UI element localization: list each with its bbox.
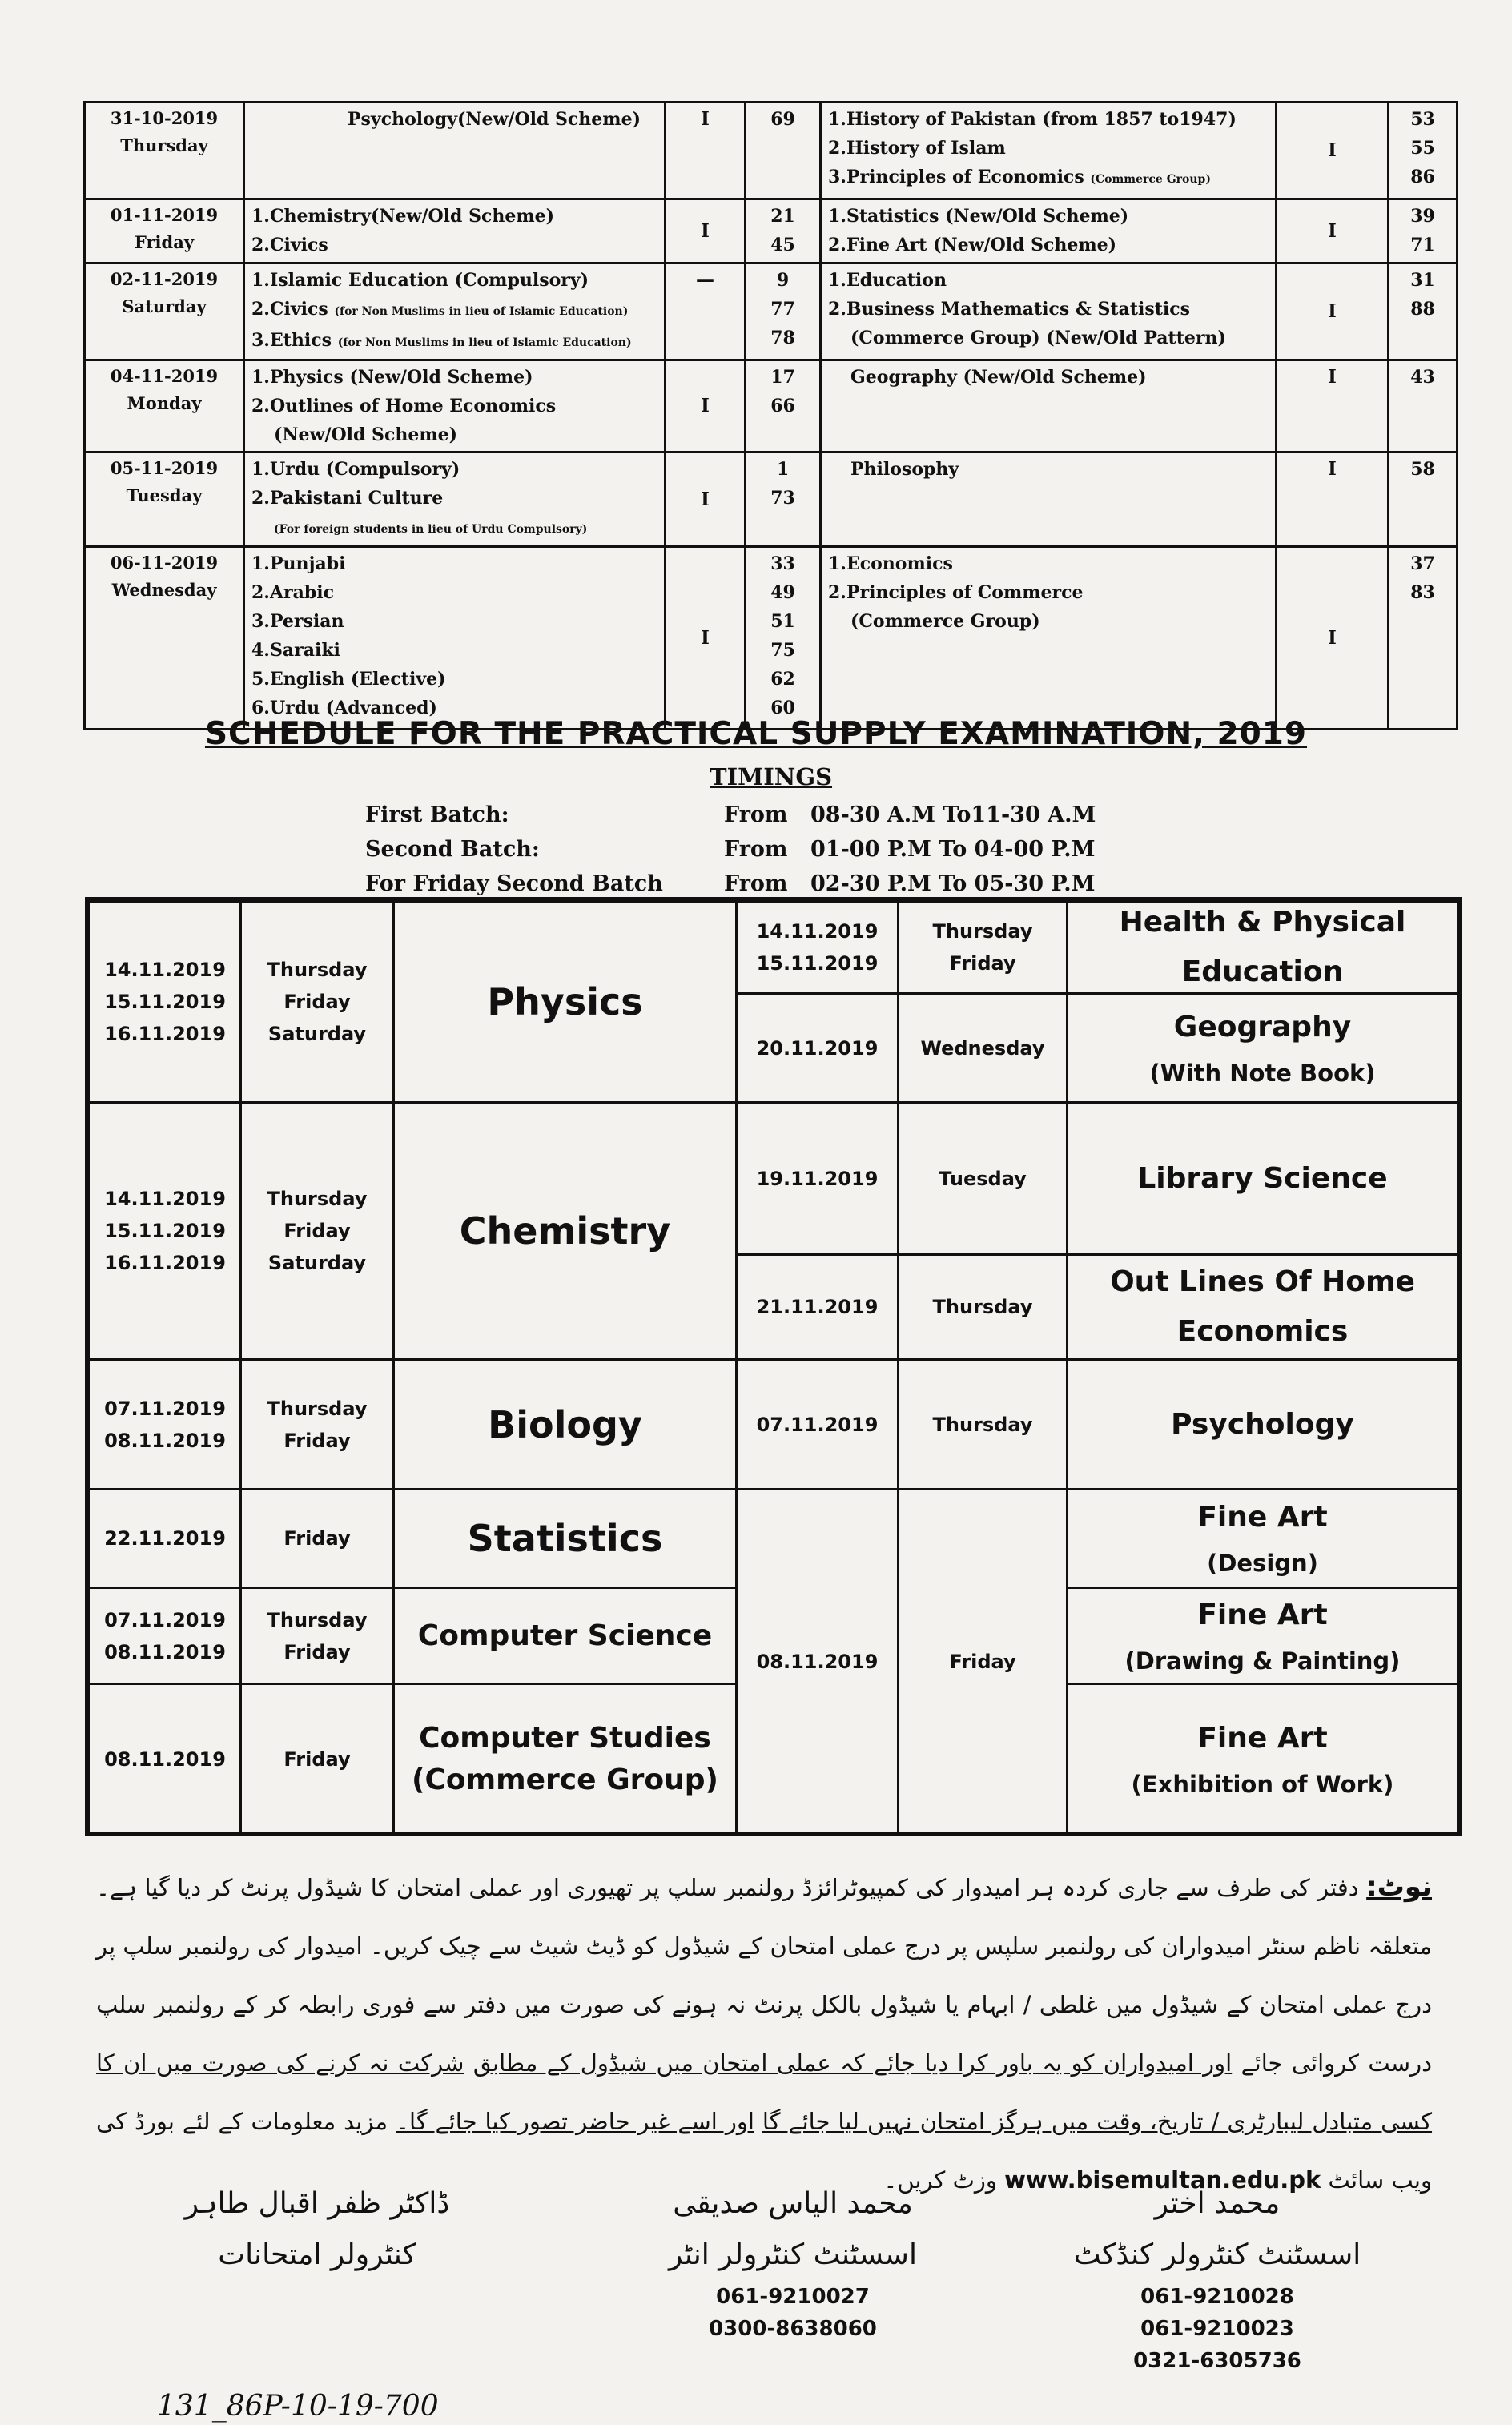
practical-schedule-table (85, 897, 1462, 1836)
practical-subject-cell: Out Lines Of Home Economics (1066, 1253, 1459, 1361)
timing-row: Second Batch: From 01-00 P.M To 04-00 P.M (365, 837, 1096, 862)
practical-subject-cell: Fine Art (Exhibition of Work) (1066, 1683, 1459, 1836)
practical-date-cell: 21.11.2019 (735, 1253, 899, 1361)
practical-subject-cell: Psychology (1066, 1358, 1459, 1490)
practical-subject-cell: Fine Art (Design) (1066, 1488, 1459, 1589)
practical-day-cell: Thursday (897, 1253, 1068, 1361)
practical-date-cell: 20.11.2019 (735, 992, 899, 1104)
practical-date-cell: 14.11.2019 15.11.2019 (735, 900, 899, 995)
practical-subject-cell: Physics (392, 900, 738, 1104)
timings-heading: TIMINGS (710, 763, 833, 790)
practical-date-cell: 22.11.2019 (88, 1488, 242, 1589)
practical-date-cell: 07.11.2019 08.11.2019 (88, 1358, 242, 1490)
practical-subject-cell: Geography (With Note Book) (1066, 992, 1459, 1104)
theory-row: 06-11-2019 Wednesday 1.Punjabi 2.Arabic 3.Persian 4.Saraiki 5.English (Elective) 6.Urdu (Advanced) I 33 49 51 75 62 60 1.Economics 2.Principles of Commerce (Commerce Group) I 37 83 (85, 547, 1458, 730)
practical-subject-cell: Fine Art (Drawing & Painting) (1066, 1587, 1459, 1685)
practical-date-cell: 08.11.2019 (735, 1488, 899, 1836)
practical-date-cell: 07.11.2019 08.11.2019 (88, 1587, 242, 1685)
practical-day-cell: Thursday Friday (239, 1358, 395, 1490)
practical-subject-cell: Computer Studies (Commerce Group) (392, 1683, 738, 1836)
practical-day-cell: Friday (239, 1488, 395, 1589)
practical-subject-cell: Library Science (1066, 1101, 1459, 1256)
practical-date-cell: 14.11.2019 15.11.2019 16.11.2019 (88, 1101, 242, 1361)
practical-day-cell: Thursday Friday (897, 900, 1068, 995)
practical-date-cell: 08.11.2019 (88, 1683, 242, 1836)
practical-day-cell: Thursday Friday Saturday (239, 900, 395, 1104)
theory-row: 01-11-2019 Friday 1.Chemistry(New/Old Scheme) 2.Civics I 21 45 1.Statistics (New/Old Scheme) 2.Fine Art (New/Old Scheme) I 39 71 (85, 199, 1458, 263)
practical-day-cell: Wednesday (897, 992, 1068, 1104)
practical-day-cell: Friday (897, 1488, 1068, 1836)
practical-subject-cell: Health & Physical Education (1066, 900, 1459, 995)
practical-day-cell: Tuesday (897, 1101, 1068, 1256)
reference-number: 131_86P-10-19-700 (157, 2390, 439, 2423)
website-link[interactable]: www.bisemultan.edu.pk (1004, 2166, 1321, 2194)
theory-row: 04-11-2019 Monday 1.Physics (New/Old Scheme) 2.Outlines of Home Economics (New/Old Scheme) I 17 66 Geography (New/Old Scheme) I 43 (85, 360, 1458, 452)
practical-subject-cell: Biology (392, 1358, 738, 1490)
timing-row: First Batch: From 08-30 A.M To11-30 A.M (365, 802, 1096, 827)
theory-date-sheet-table (83, 101, 1458, 730)
practical-day-cell: Thursday Friday Saturday (239, 1101, 395, 1361)
timings-list (365, 798, 1096, 901)
practical-day-cell: Thursday (897, 1358, 1068, 1490)
timing-row: For Friday Second Batch From 02-30 P.M To 05-30 P.M (365, 871, 1096, 896)
practical-subject-cell: Statistics (392, 1488, 738, 1589)
practical-day-cell: Friday (239, 1683, 395, 1836)
practical-date-cell: 14.11.2019 15.11.2019 16.11.2019 (88, 900, 242, 1104)
practical-date-cell: 07.11.2019 (735, 1358, 899, 1490)
practical-date-cell: 19.11.2019 (735, 1101, 899, 1256)
schedule-title: SCHEDULE FOR THE PRACTICAL SUPPLY EXAMINATION, 2019 (204, 716, 1308, 752)
practical-subject-cell: Computer Science (392, 1587, 738, 1685)
signatory-assistant-controller-inter: محمد الیاس صدیقی اسسٹنٹ کنٹرولر انٹر 061-9210027 0300-8638060 (669, 2187, 917, 2341)
theory-row: 31-10-2019 Thursday Psychology(New/Old Scheme) I 69 1.History of Pakistan (from 1857 to1947) 2.History of Islam 3.Principles of Economics (Commerce Group) I 53 55 86 (85, 103, 1458, 199)
signatory-assistant-controller-conduct: محمد اختر اسسٹنٹ کنٹرولر کنڈکٹ 061-9210028 061-9210023 0321-6305736 (1073, 2187, 1361, 2373)
practical-day-cell: Thursday Friday (239, 1587, 395, 1685)
practical-subject-cell: Chemistry (392, 1101, 738, 1361)
theory-row: 05-11-2019 Tuesday 1.Urdu (Compulsory) 2.Pakistani Culture (For foreign students in lieu of Urdu Compulsory) I 1 73 Philosophy I 58 (85, 452, 1458, 547)
signatory-controller: ڈاکٹر ظفر اقبال طاہر کنٹرولر امتحانات (184, 2187, 450, 2271)
urdu-note: نوٹ: دفتر کی طرف سے جاری کردہ ہر امیدوار کی کمپیوٹرائزڈ رولنمبر سلپ پر تھیوری اور عملی امتحان کا شیڈول پرنٹ کر دیا گیا ہے۔ متعلقہ ناظم سنٹر امیدواران کی رولنمبر سلپس پر درج عملی امتحان کے شیڈول کو ڈیٹ شیٹ سے چیک کریں۔ امیدوار کی رولنمبر سلپ پر درج عملی امتحان کے شیڈول میں غلطی / ابہام یا شیڈول بالکل پرنٹ نہ ہونے کی صورت میں دفتر سے فوری رابطہ کر کے رولنمبر سلپ درست کروائی جائے اور امیدواران کو یہ باور کرا دیا جائے کہ عملی امتحان میں شیڈول کے مطابق شرکت نہ کرنے کی صورت میں ان کا کسی متبادل لیبارٹری / تاریخ، وقت میں ہرگز امتحان نہیں لیا جائے گا اور اسے غیر حاضر تصور کیا جائے گا۔ مزید معلومات کے لئے بورڈ کی ویب سائٹ www.bisemultan.edu.pk وزٹ کریں۔ (96, 1871, 1433, 2194)
theory-row: 02-11-2019 Saturday 1.Islamic Education (Compulsory) 2.Civics (for Non Muslims in lieu of Islamic Education) 3.Ethics (for Non Muslims in lieu of Islamic Education) — 9 77 78 1.Education 2.Business Mathematics & Statistics (Commerce Group) (New/Old Pattern) I 31 88 (85, 263, 1458, 360)
